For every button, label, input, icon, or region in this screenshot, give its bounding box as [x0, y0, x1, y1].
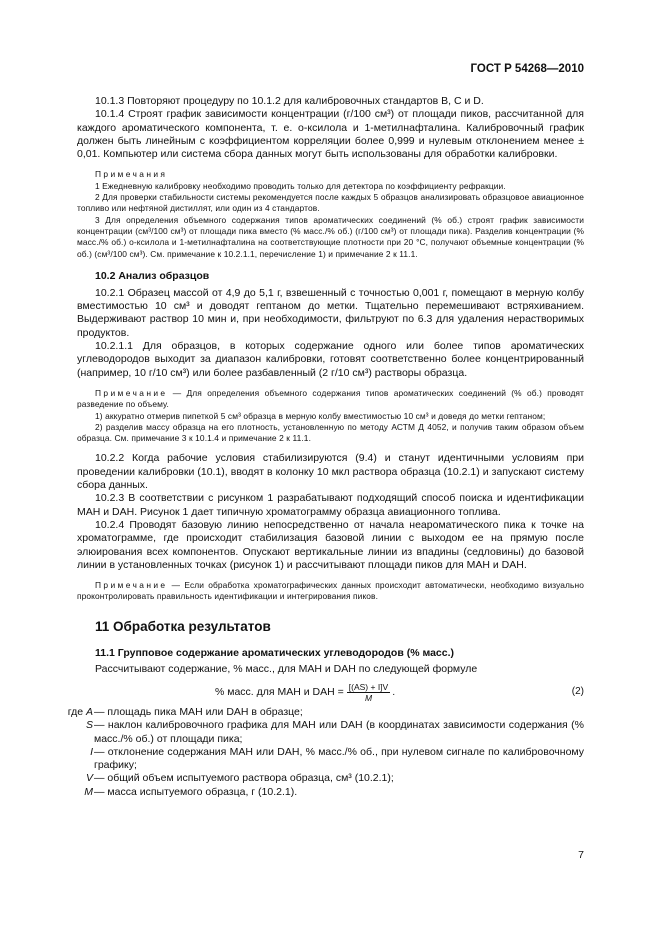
- note-10-2-4: [77, 580, 584, 603]
- definition-m: — масса испытуемого образца, г (10.2.1).: [94, 785, 298, 798]
- paragraph-10-2-3: 10.2.3 В соответствии с рисунком 1 разрабатывают подходящий способ поиска и идентификации МАН и DAH. Рисунок 1 дает типичную хроматограмму образца авиационного топлива.: [77, 492, 584, 518]
- symbol-definitions: [47, 706, 584, 799]
- note-label: Примечание: [95, 580, 168, 591]
- formula-number: (2): [571, 685, 584, 697]
- definition-a: — площадь пика МАН или DAH в образце;: [94, 705, 303, 718]
- formula-block: [77, 676, 584, 706]
- formula-numerator: [(AS) + I]V: [348, 681, 389, 692]
- definition-v: — общий объем испытуемого раствора образца, см³ (10.2.1);: [94, 772, 394, 785]
- note-item-1: 1) аккуратно отмерив пипеткой 5 см³ образца в мерную колбу вместимостью 10 см³ и доведя до метки гептаном;: [95, 410, 546, 421]
- note-3: 3 Для определения объемного содержания типов ароматических соединений (% об.) строят график зависимости концентрации (см³/100 см³) от площади пика вместо (% масс./% об.) (г/100 см³) от площади пика). Разделив концентрации (% масс./% об.) о-ксилола и 1-метилнафталина на соответствующие плотности при 20 °С, получают объемные концентрации (% об.) (см³/100 см³). См. примечание к 10.2.1.1, перечисление 1) и примечание 2 к 11.1.: [77, 214, 584, 259]
- symbol-s: S: [85, 719, 93, 732]
- paragraph-10-1-4: 10.1.4 Строят график зависимости концентрации (г/100 см³) от площади пиков, рассчитанной для каждого ароматического компонента, т. е. о-ксилола и 1-метилнафталина. Калибровочный график должен быть линейным с коэффициентом корреляции более 0,999 и нулевым отклонением менее ± 0,01. Компьютер или система сбора данных могут быть использованы для обработки калибровки.: [77, 108, 584, 161]
- note-text: — Если обработка хроматографических данных происходит автоматически, необходимо визуально проконтролировать правильность идентификации и интегрирования пиков.: [77, 580, 584, 602]
- notes-title: Примечания: [95, 169, 168, 180]
- definition-row: [47, 786, 584, 799]
- standard-header: ГОСТ Р 54268—2010: [470, 63, 584, 75]
- symbol-m: M: [84, 785, 93, 798]
- paragraph-10-2-1-1: 10.2.1.1 Для образцов, в которых содержание одного или более типов ароматических углеводородов выходит за диапазон калибровки, готовят соответственно более концентрированный (например, 10 г/10 см³) или более разбавленный (2 г/10 см³) растворы образца.: [77, 340, 584, 379]
- note-10-2-1-1: [77, 388, 584, 411]
- section-11-1-heading: 11.1 Групповое содержание ароматических углеводородов (% масс.): [95, 646, 455, 659]
- where-prefix: где: [67, 705, 84, 718]
- page-content: [67, 95, 584, 799]
- formula-fraction: [347, 682, 390, 703]
- paragraph-10-1-3: 10.1.3 Повторяют процедуру по 10.1.2 для калибровочных стандартов В, С и D.: [95, 95, 484, 107]
- formula-lhs: % масс. для МАН и DAH =: [215, 686, 344, 699]
- definition-row: [47, 746, 584, 773]
- definition-s: — наклон калибровочного графика для МАН или DAH (в координатах зависимости содержания (% масс./% об.) от площади пика;: [94, 719, 584, 745]
- note-1: 1 Ежедневную калибровку необходимо проводить только для детектора по коэффициенту рефракции.: [95, 180, 506, 191]
- definition-row: [47, 706, 584, 719]
- symbol-a: A: [85, 705, 93, 718]
- symbol-i: I: [90, 745, 93, 758]
- paragraph-10-2-1: 10.2.1 Образец массой от 4,9 до 5,1 г, взвешенный с точностью 0,001 г, помещают в мерную колбу вместимостью 10 см³ и доводят гептаном до метки. Тщательно перемешивают встряхиванием. Выдерживают раствор 10 мин и, при необходимости, фильтруют по 6.3 для удаления нерастворимых продуктов.: [77, 286, 584, 339]
- formula-intro: Рассчитывают содержание, % масс., для МАН и DAH по следующей формуле: [95, 662, 478, 675]
- section-11-heading: 11 Обработка результатов: [95, 618, 271, 634]
- paragraph-10-2-2: 10.2.2 Когда рабочие условия стабилизируются (9.4) и станут идентичными условиям при проведении калибровки (10.1), вводят в колонку 10 мкл раствора образца (10.2.1) и запускают систему сбора данных.: [77, 452, 584, 492]
- paragraph-10-2-4: 10.2.4 Проводят базовую линию непосредственно от начала неароматического пика к точке на хроматограмме, где происходит стабилизация базовой линии с выходом ее на прямую после элюирования всех компонентов. Опускают вертикальные линии из впадины (седловины) до базовой линии в установленных точках (рисунок 1) и рассчитывают площади пиков для МАН и DAH.: [77, 518, 584, 571]
- formula-2: % масс. для МАН и DAH = $\frac{[(AS) + I]V}{M}$ .: [215, 681, 396, 703]
- note-item-2: 2) разделив массу образца на его плотность, установленную по методу АСТМ Д 4052, и получив таким образом объем образца. См. примечание 3 к 10.1.4 и примечание 2 к 11.1.: [77, 421, 584, 444]
- formula-denominator: M: [364, 692, 373, 703]
- note-2: 2 Для проверки стабильности системы рекомендуется после каждых 5 образцов анализировать образцовое авиационное топливо или нефтяной дистиллят, или один из 4 стандартов.: [77, 192, 584, 214]
- symbol-v: V: [85, 772, 93, 785]
- definition-i: — отклонение содержания МАН или DAH, % масс./% об., при нулевом сигнале по калибровочному графику;: [94, 745, 584, 772]
- section-10-2-heading: 10.2 Анализ образцов: [95, 269, 210, 282]
- page-number: 7: [578, 849, 584, 861]
- definition-row: [47, 719, 584, 746]
- definition-row: [47, 772, 584, 785]
- note-text: — Для определения объемного содержания типов ароматических соединений (% об.) проводят разведение по объему.: [77, 387, 584, 410]
- note-label: Примечание: [95, 387, 168, 398]
